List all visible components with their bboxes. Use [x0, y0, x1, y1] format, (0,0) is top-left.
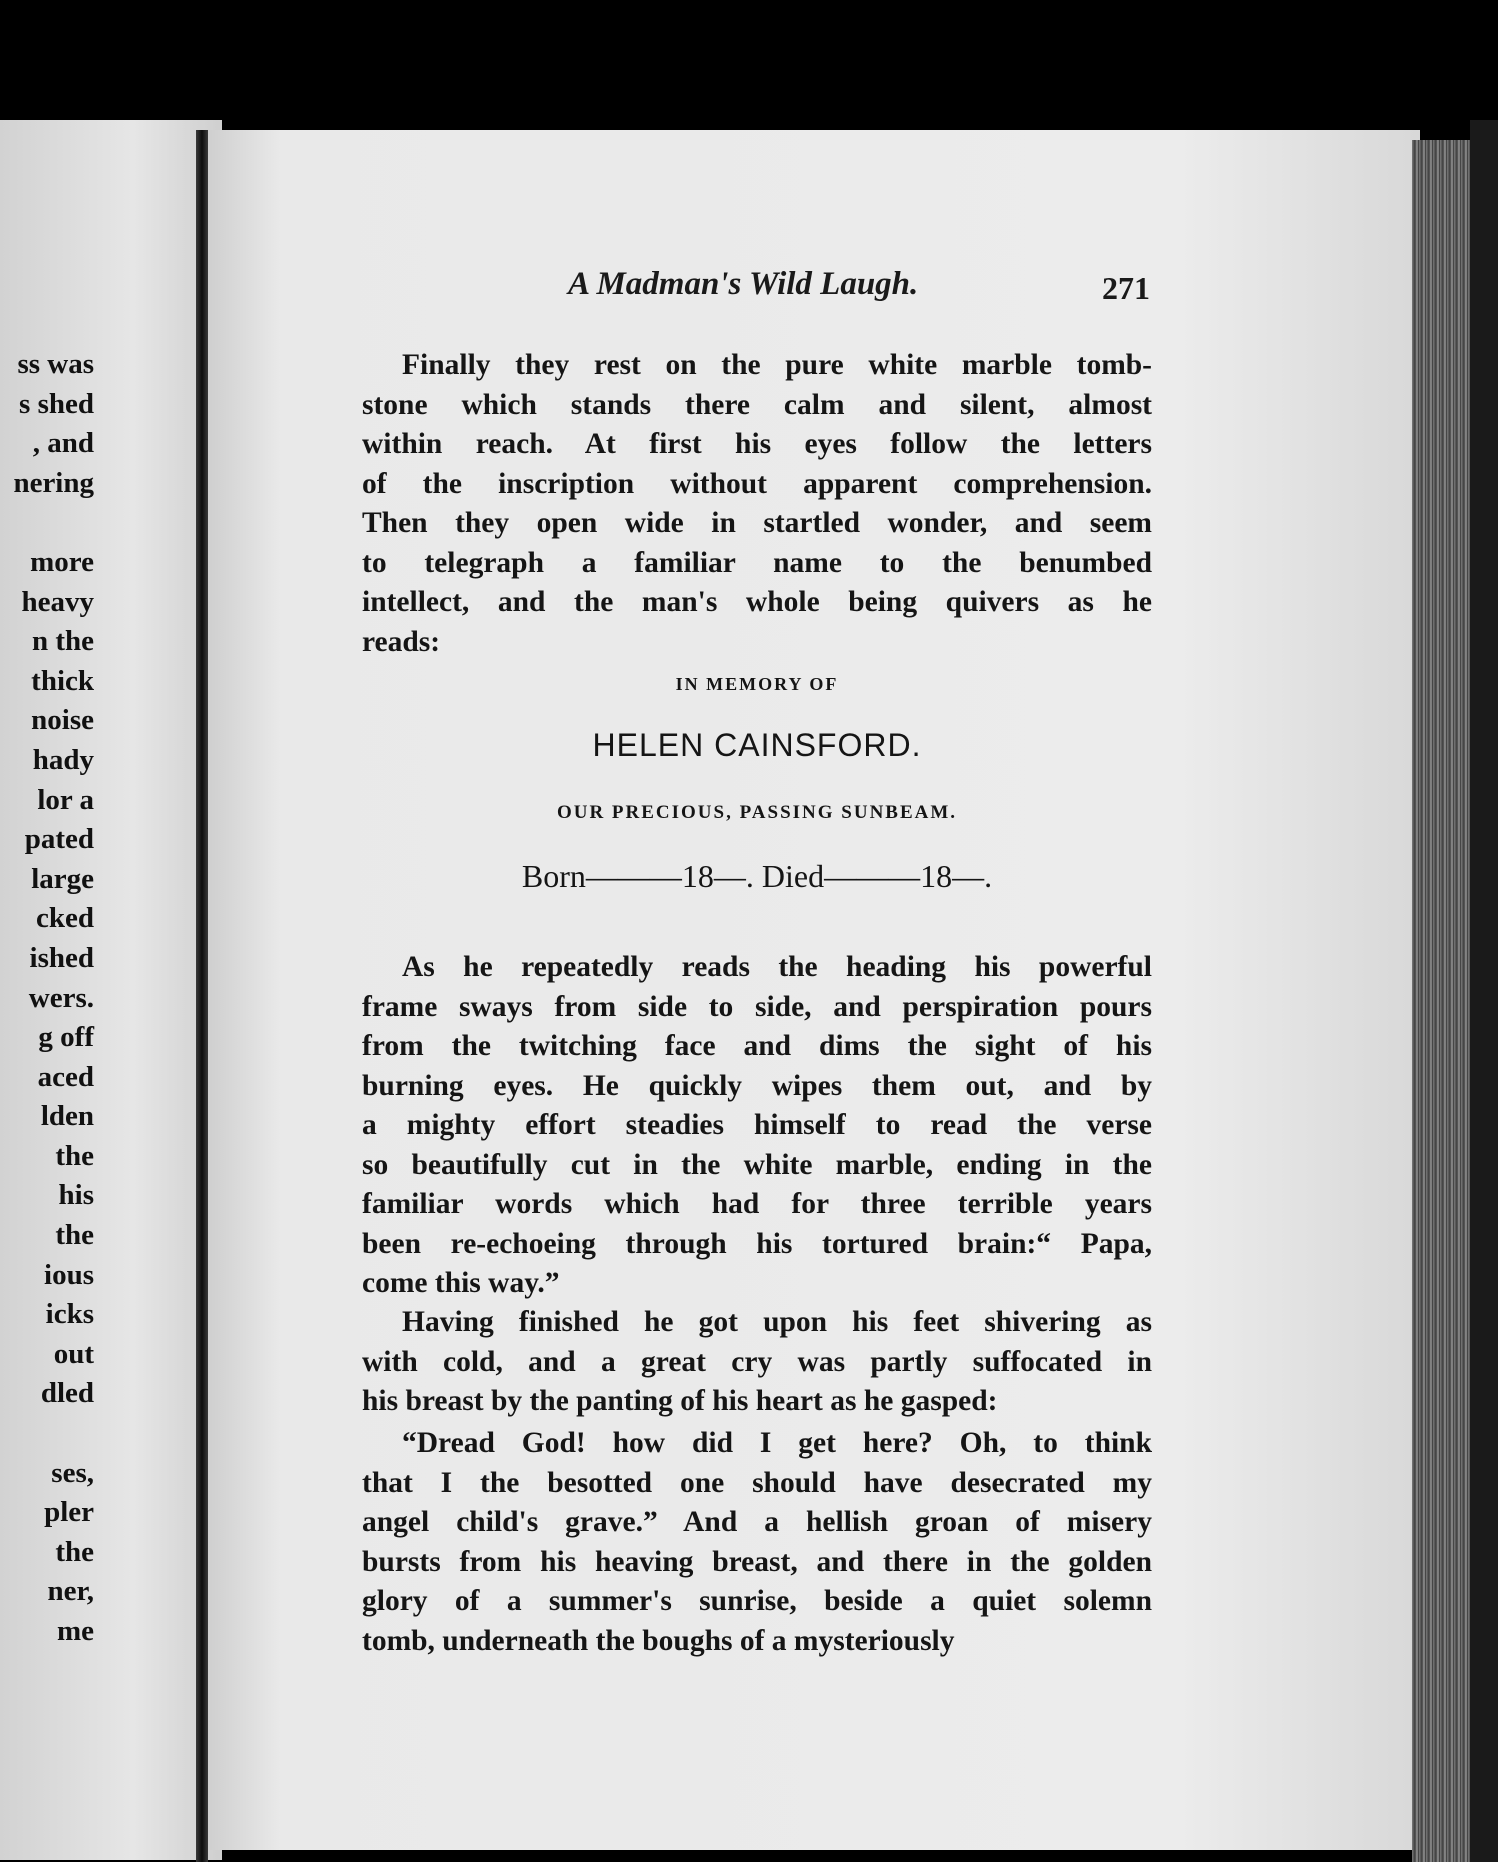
page-edge-shadow	[1470, 120, 1498, 1862]
inscription-dates: Born———18—. Died———18—.	[521, 858, 993, 894]
text-line: “Dread God! how did I get here? Oh, to think	[402, 1427, 1152, 1459]
paragraph-1	[362, 346, 1152, 662]
text-line: his breast by the panting of his heart as he gasped:	[362, 1385, 998, 1417]
text-line: familiar words which had for three terrible years	[362, 1188, 1152, 1220]
text-line: As he repeatedly reads the heading his powerful	[402, 951, 1152, 983]
text-line: Finally they rest on the pure white marble tomb-	[402, 349, 1152, 381]
left-page-line	[0, 1414, 94, 1454]
left-page-line: lden	[40, 1100, 94, 1133]
paragraph-4	[362, 1424, 1152, 1661]
left-page-line: his	[58, 1179, 94, 1212]
text-line: reads:	[362, 625, 441, 658]
text-line: to telegraph a familiar name to the benumbed	[362, 546, 1152, 579]
inscription-epithet: OUR PRECIOUS, PASSING SUNBEAM.	[556, 802, 958, 823]
left-page-line: out	[53, 1337, 94, 1370]
left-page-line: lor a	[37, 783, 94, 816]
left-page-line: thick	[31, 664, 94, 697]
left-page-line: s shed	[19, 387, 94, 420]
left-page-line: me	[56, 1615, 94, 1647]
left-page-line: pler	[44, 1496, 94, 1529]
text-line: come this way.”	[362, 1267, 560, 1299]
text-line: bursts from his heaving breast, and there in the golden	[362, 1545, 1152, 1578]
left-page-line: hady	[32, 743, 94, 776]
left-page-line: ss was	[17, 348, 94, 380]
left-page-line: the	[55, 1219, 94, 1252]
left-page-line: g off	[38, 1021, 94, 1054]
text-line: from the twitching face and dims the sight of his	[362, 1030, 1152, 1062]
page-number: 271	[1102, 270, 1150, 306]
text-line: tomb, underneath the boughs of a mysteriously	[362, 1624, 955, 1657]
left-page	[0, 120, 222, 1860]
left-page-line: ious	[44, 1258, 94, 1291]
left-page-line: ses,	[51, 1456, 94, 1489]
left-page-line: , and	[32, 427, 94, 460]
text-line: within reach. At first his eyes follow the letters	[362, 428, 1152, 460]
text-line: burning eyes. He quickly wipes them out, and by	[362, 1069, 1152, 1102]
text-line: Then they open wide in startled wonder, and seem	[362, 507, 1152, 539]
left-page-text	[0, 345, 94, 1652]
left-page-line: large	[31, 862, 94, 895]
text-line: Having finished he got upon his feet shivering as	[402, 1306, 1152, 1338]
running-title: A Madman's Wild Laugh.	[568, 266, 919, 302]
text-line: glory of a summer's sunrise, beside a quiet solemn	[362, 1585, 1152, 1617]
text-line: angel child's grave.” And a hellish groan of misery	[362, 1506, 1152, 1538]
left-page-line: nering	[13, 466, 94, 499]
text-line: a mighty effort steadies himself to read the verse	[362, 1109, 1152, 1141]
left-page-line: ner,	[47, 1575, 94, 1608]
left-page-line: heavy	[21, 585, 94, 618]
book-gutter	[196, 130, 208, 1862]
left-page-line: the	[55, 1535, 94, 1568]
left-page-line: more	[30, 545, 94, 578]
left-page-line: icks	[45, 1298, 94, 1331]
text-line: stone which stands there calm and silent, almost	[362, 388, 1152, 421]
left-page-line	[0, 503, 94, 543]
left-page-line: cked	[36, 902, 94, 935]
inscription-name: HELEN CAINSFORD.	[592, 727, 922, 763]
left-page-line: ished	[29, 941, 94, 974]
left-page-line: dled	[40, 1377, 94, 1410]
text-line: with cold, and a great cry was partly suffocated in	[362, 1345, 1152, 1378]
inscription-in-memory-of: IN MEMORY OF	[675, 674, 839, 694]
text-line: of the inscription without apparent comprehension.	[362, 467, 1152, 500]
text-line: that I the besotted one should have desecrated my	[362, 1466, 1152, 1499]
text-line: been re-echoeing through his tortured brain:“ Papa,	[362, 1227, 1152, 1260]
text-line: intellect, and the man's whole being quivers as he	[362, 586, 1152, 618]
left-page-line: aced	[37, 1060, 94, 1093]
left-page-line: pated	[24, 823, 94, 856]
text-line: frame sways from side to side, and perspiration pours	[362, 990, 1152, 1023]
paragraph-3	[362, 1303, 1152, 1422]
paragraph-2	[362, 948, 1152, 1304]
left-page-line: the	[55, 1139, 94, 1172]
left-page-line: wers.	[28, 981, 94, 1014]
text-line: so beautifully cut in the white marble, ending in the	[362, 1148, 1152, 1181]
left-page-line: n the	[31, 625, 94, 658]
left-page-line: noise	[31, 704, 94, 737]
